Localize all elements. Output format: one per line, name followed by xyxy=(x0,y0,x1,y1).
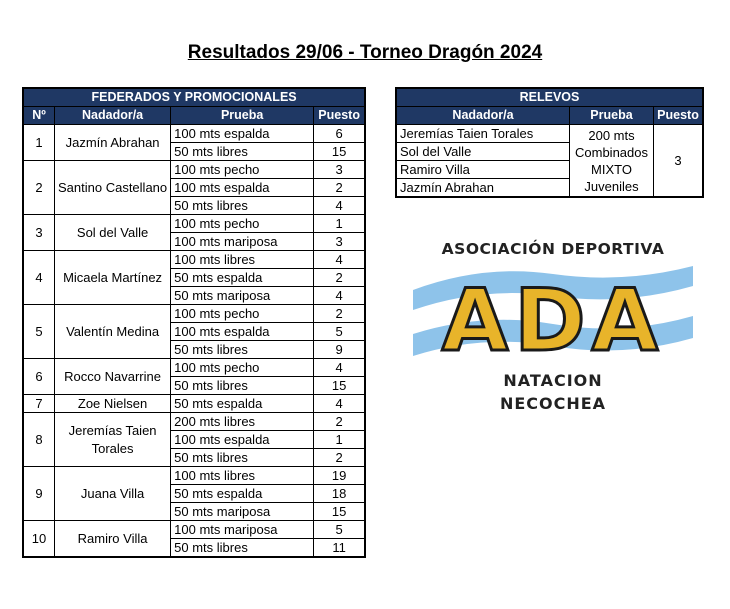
swimmer-name: Micaela Martínez xyxy=(55,251,171,305)
col-name-header: Nadador/a xyxy=(55,107,171,125)
event-prueba: 50 mts mariposa xyxy=(171,287,314,305)
event-puesto: 15 xyxy=(314,377,366,395)
swimmer-name: Valentín Medina xyxy=(55,305,171,359)
relevos-prueba xyxy=(570,125,654,198)
event-puesto: 15 xyxy=(314,503,366,521)
event-puesto: 2 xyxy=(314,269,366,287)
swimmer-number: 4 xyxy=(23,251,55,305)
event-prueba: 100 mts pecho xyxy=(171,305,314,323)
swimmer-name: Jeremías Taien Torales xyxy=(55,413,171,467)
event-puesto: 1 xyxy=(314,215,366,233)
event-puesto: 4 xyxy=(314,197,366,215)
swimmer-number: 5 xyxy=(23,305,55,359)
swimmer-number: 7 xyxy=(23,395,55,413)
event-prueba: 200 mts libres xyxy=(171,413,314,431)
relevos-prueba-line: 200 mts xyxy=(588,127,635,143)
relevos-swimmer: Jeremías Taien Torales xyxy=(396,125,570,143)
swimmer-number: 1 xyxy=(23,125,55,161)
event-puesto: 2 xyxy=(314,179,366,197)
event-puesto: 4 xyxy=(314,287,366,305)
table-row xyxy=(23,305,365,323)
event-prueba: 50 mts espalda xyxy=(171,395,314,413)
rel-col-puesto-header: Puesto xyxy=(654,107,704,125)
federados-body xyxy=(23,125,365,558)
event-puesto: 18 xyxy=(314,485,366,503)
table-row xyxy=(23,359,365,377)
table-row xyxy=(23,215,365,233)
event-puesto: 5 xyxy=(314,323,366,341)
swimmer-number: 2 xyxy=(23,161,55,215)
swimmer-name: Sol del Valle xyxy=(55,215,171,251)
relevos-swimmer: Jazmín Abrahan xyxy=(396,179,570,198)
event-prueba: 50 mts mariposa xyxy=(171,503,314,521)
table-row xyxy=(23,161,365,179)
event-prueba: 50 mts libres xyxy=(171,377,314,395)
event-prueba: 50 mts libres xyxy=(171,539,314,558)
event-puesto: 2 xyxy=(314,449,366,467)
event-puesto: 2 xyxy=(314,413,366,431)
event-prueba: 50 mts libres xyxy=(171,197,314,215)
table-row xyxy=(23,125,365,143)
federados-table xyxy=(22,87,366,558)
event-prueba: 100 mts mariposa xyxy=(171,233,314,251)
event-puesto: 4 xyxy=(314,251,366,269)
event-prueba: 100 mts pecho xyxy=(171,161,314,179)
relevos-prueba-line: MIXTO xyxy=(591,161,632,177)
logo-line2: NECOCHEA xyxy=(499,394,607,413)
page-title: Resultados 29/06 - Torneo Dragón 2024 xyxy=(187,42,543,63)
event-prueba: 100 mts pecho xyxy=(171,215,314,233)
swimmer-name: Juana Villa xyxy=(55,467,171,521)
logo-graphic xyxy=(413,264,693,374)
table-row xyxy=(23,521,365,539)
event-prueba: 50 mts libres xyxy=(171,449,314,467)
logo-letters: ADA xyxy=(441,271,665,371)
logo-top-text: ASOCIACIÓN DEPORTIVA xyxy=(441,240,665,258)
swimmer-name: Jazmín Abrahan xyxy=(55,125,171,161)
event-prueba: 50 mts libres xyxy=(171,341,314,359)
event-puesto: 2 xyxy=(314,305,366,323)
event-puesto: 11 xyxy=(314,539,366,558)
event-prueba: 100 mts mariposa xyxy=(171,521,314,539)
relevos-prueba-line: Juveniles xyxy=(584,178,639,194)
table-row xyxy=(23,395,365,413)
relevos-swimmer: Ramiro Villa xyxy=(396,161,570,179)
event-puesto: 15 xyxy=(314,143,366,161)
table-row xyxy=(23,413,365,431)
event-puesto: 4 xyxy=(314,359,366,377)
swimmer-number: 6 xyxy=(23,359,55,395)
event-prueba: 50 mts espalda xyxy=(171,485,314,503)
event-puesto: 1 xyxy=(314,431,366,449)
event-prueba: 50 mts libres xyxy=(171,143,314,161)
swimmer-number: 8 xyxy=(23,413,55,467)
event-puesto: 19 xyxy=(314,467,366,485)
event-puesto: 6 xyxy=(314,125,366,143)
event-prueba: 100 mts espalda xyxy=(171,431,314,449)
federados-header: FEDERADOS Y PROMOCIONALES xyxy=(23,88,365,107)
event-prueba: 50 mts espalda xyxy=(171,269,314,287)
relevos-prueba-line: Combinados xyxy=(575,144,648,160)
swimmer-number: 3 xyxy=(23,215,55,251)
col-num-header: Nº xyxy=(23,107,55,125)
swimmer-name: Ramiro Villa xyxy=(55,521,171,558)
col-prueba-header: Prueba xyxy=(171,107,314,125)
swimmer-number: 9 xyxy=(23,467,55,521)
rel-col-prueba-header: Prueba xyxy=(570,107,654,125)
relevos-swimmer: Sol del Valle xyxy=(396,143,570,161)
event-puesto: 3 xyxy=(314,161,366,179)
ada-logo xyxy=(413,236,693,416)
event-puesto: 5 xyxy=(314,521,366,539)
swimmer-number: 10 xyxy=(23,521,55,558)
swimmer-name: Rocco Navarrine xyxy=(55,359,171,395)
event-puesto: 3 xyxy=(314,233,366,251)
swimmer-name: Zoe Nielsen xyxy=(55,395,171,413)
event-prueba: 100 mts libres xyxy=(171,467,314,485)
logo-line1: NATACION xyxy=(503,371,603,390)
table-row xyxy=(23,467,365,485)
relevos-table xyxy=(395,87,704,198)
event-prueba: 100 mts pecho xyxy=(171,359,314,377)
event-prueba: 100 mts espalda xyxy=(171,125,314,143)
relevos-header: RELEVOS xyxy=(396,88,703,107)
table-row xyxy=(23,251,365,269)
col-puesto-header: Puesto xyxy=(314,107,366,125)
relevos-puesto: 3 xyxy=(654,125,704,198)
event-puesto: 9 xyxy=(314,341,366,359)
swimmer-name: Santino Castellano xyxy=(55,161,171,215)
event-prueba: 100 mts libres xyxy=(171,251,314,269)
event-prueba: 100 mts espalda xyxy=(171,323,314,341)
event-prueba: 100 mts espalda xyxy=(171,179,314,197)
event-puesto: 4 xyxy=(314,395,366,413)
rel-col-name-header: Nadador/a xyxy=(396,107,570,125)
